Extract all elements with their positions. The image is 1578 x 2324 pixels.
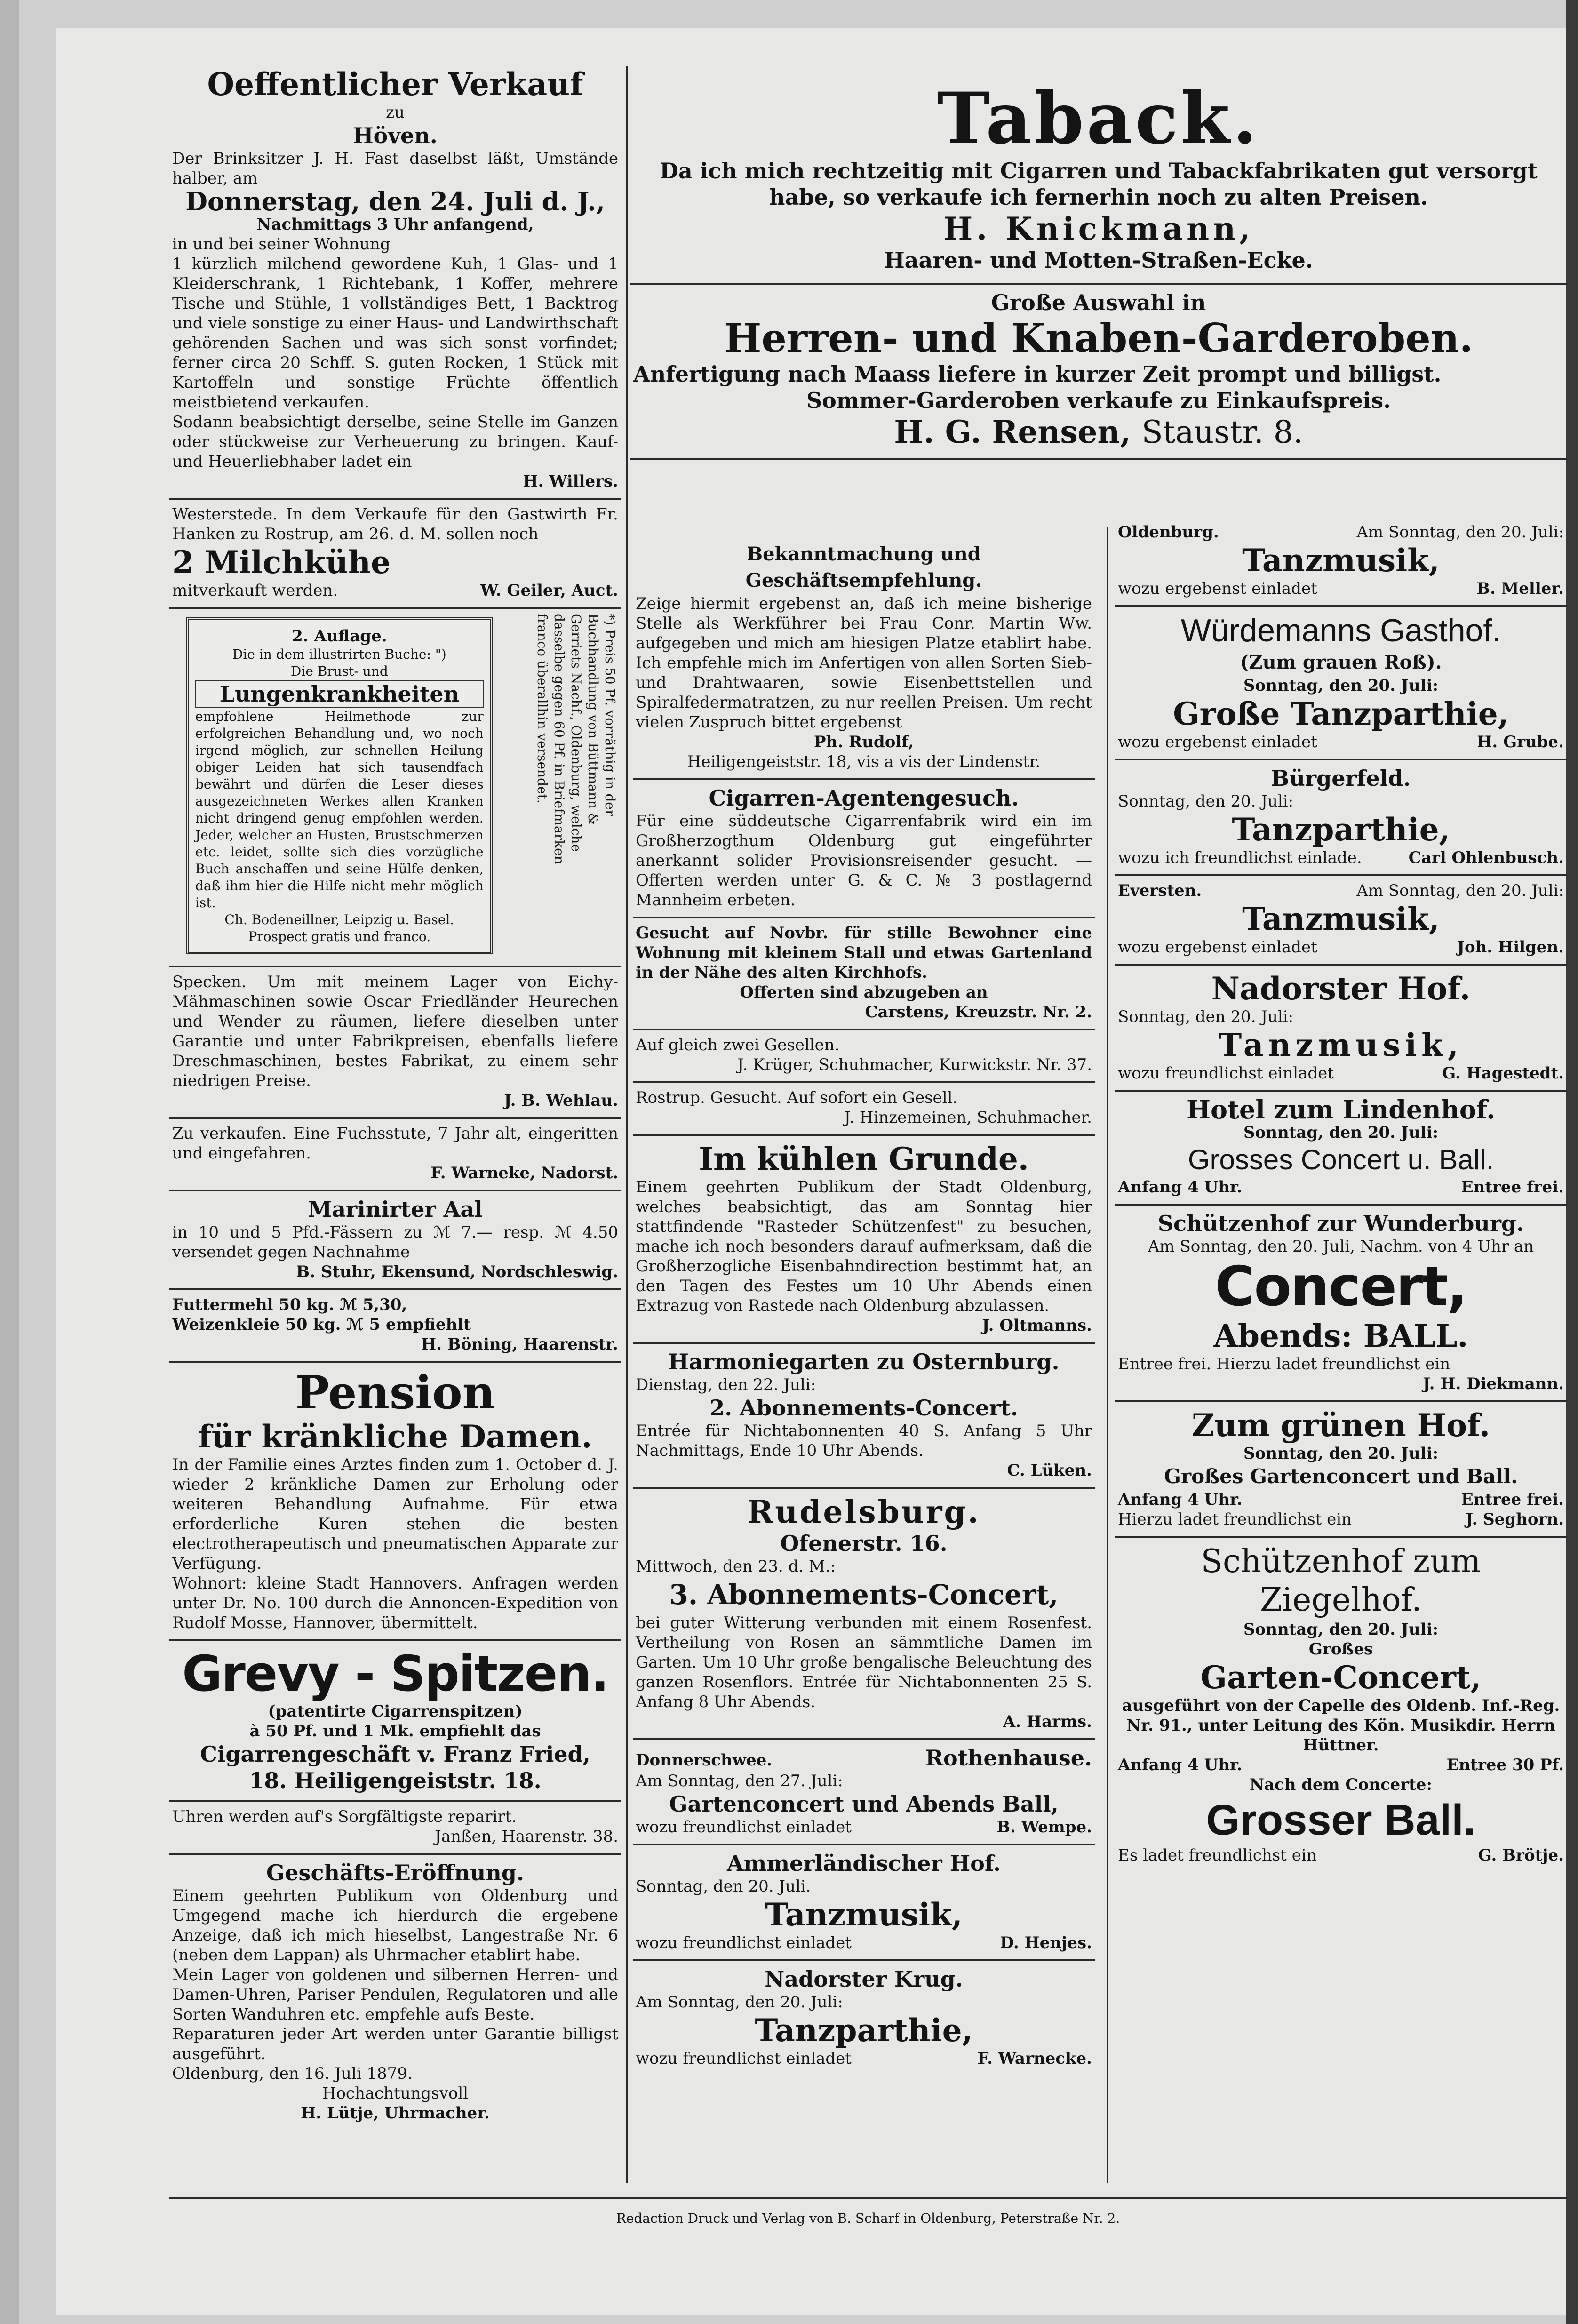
ad-text: Ch. Bodeneillner, Leipzig u. Basel. <box>224 912 454 927</box>
column-top-right <box>630 75 1567 460</box>
ad-signature: A. Harms. <box>1003 1712 1092 1731</box>
ad-uhren <box>169 1802 621 1855</box>
ad-headline: Bekanntmachung und Geschäftsempfehlung. <box>745 543 982 591</box>
ad-agentengesuch <box>633 780 1095 918</box>
ad-signature: H. Lütje, Uhrmacher. <box>301 2104 490 2123</box>
ad-date: Oldenburg, den 16. Juli 1879. <box>172 2064 413 2083</box>
ad-text: Hierzu ladet freundlichst ein <box>1118 1510 1352 1529</box>
ad-specken <box>169 967 621 1119</box>
ad-headline: Rudelsburg. <box>747 1493 980 1530</box>
ad-subheadline: Garten-Concert, <box>1200 1659 1482 1696</box>
ad-text: 18. Heiligengeiststr. 18. <box>249 1768 542 1793</box>
ad-text: Wohnort: kleine Stadt Hannovers. Anfragen werden unter Dr. No. 100 durch die Annoncen-Expedition von Rudolf Mosse, Hannover, übermittelt. <box>172 1574 618 1632</box>
ad-place: Höven. <box>353 123 438 148</box>
ad-date: Donnerstag, den 24. Juli d. J., <box>185 186 605 216</box>
ad-text: wozu freundlichst einladet <box>636 1818 852 1837</box>
ad-wohnung <box>633 918 1095 1030</box>
ad-date: Sonntag, den 20. Juli: <box>1118 792 1294 811</box>
ad-book <box>169 609 621 967</box>
ad-signature: H. Böning, Haarenstr. <box>421 1335 618 1354</box>
ad-wunderburg <box>1115 1206 1567 1402</box>
ad-address: Staustr. 8. <box>1141 414 1303 450</box>
ad-headline: Schützenhof zur Wunderburg. <box>1157 1211 1524 1236</box>
ad-meller <box>1115 518 1567 607</box>
ad-signature: J. Oltmanns. <box>982 1316 1092 1335</box>
ad-signature: Carl Ohlenbusch. <box>1408 848 1564 867</box>
ad-subheadline: Tanzparthie, <box>1232 811 1450 848</box>
ad-signature: Janßen, Haarenstr. 38. <box>435 1827 618 1846</box>
ad-text: Entree frei. <box>1461 1178 1564 1197</box>
ad-headline: Im kühlen Grunde. <box>699 1141 1029 1177</box>
ad-headline: Geschäfts-Eröffnung. <box>266 1860 524 1885</box>
ad-signature: Joh. Hilgen. <box>1457 938 1564 957</box>
ad-subheadline: Concert, <box>1215 1255 1467 1318</box>
ad-signature: F. Warneke, Nadorst. <box>430 1164 618 1182</box>
ad-harmoniegarten <box>633 1344 1095 1489</box>
ad-text: Cigarrengeschäft v. Franz Fried, <box>200 1741 590 1767</box>
ad-text: (patentirte Cigarrenspitzen) <box>268 1702 523 1721</box>
ad-date: Am Sonntag, den 20. Juli, Nachm. von 4 Uhr an <box>1148 1237 1534 1256</box>
ad-headline: Taback. <box>937 77 1260 160</box>
ad-subheadline: 3. Abonnements-Concert, <box>669 1579 1059 1611</box>
ad-aal <box>169 1191 621 1290</box>
ad-text: Uhren werden auf's Sorgfältigste reparirt. <box>172 1807 517 1826</box>
ad-text: Auf gleich zwei Gesellen. <box>636 1036 840 1054</box>
book-side-note: *) Preis 50 Pf. vorräthig in der Buchhandlung von Büttmann & Gerriets Nachf., Oldenburg, welche dasselbe gegen 60 Pf. in Briefmarken franco überallhin versendet. <box>534 614 618 864</box>
ad-signature: F. Warnecke. <box>977 2049 1092 2068</box>
ad-text: Zeige hiermit ergebenst an, daß ich meine bisherige Stelle als Werkführer bei Frau Conr. Martin Ww. aufgegeben und mich am hiesigen Platze etablirt habe. Ich empfehle mich im Anfertigen von allen Sorten Sieb- und Drahtwaaren, sowie Eisenbettstellen und Spiralfedermatratzen, zu nur reellen Preisen. Um recht vielen Zuspruch bittet ergebenst <box>636 594 1092 732</box>
ad-headline: Lungenkrankheiten <box>195 680 484 708</box>
ad-headline: Tanzmusik, <box>1242 542 1440 579</box>
ad-address: Heiligengeiststr. 18, vis a vis der Lindenstr. <box>687 752 1041 771</box>
column-rule <box>626 66 628 2183</box>
ad-signature: B. Meller. <box>1476 579 1564 598</box>
ad-text: Einem geehrten Publikum von Oldenburg und Umgegend mache ich hierdurch die ergebene Anzeige, daß ich mich hieselbst, Langestraße Nr. 6 (neben dem Lappan) als Uhrmacher etablirt habe. <box>172 1886 618 1965</box>
ad-date: Sonntag, den 20. Juli: <box>1243 1620 1438 1639</box>
ad-subheadline: Abends: BALL. <box>1213 1318 1468 1354</box>
ad-text: Der Brinksitzer J. H. Fast daselbst läßt, Umstände halber, am <box>172 149 618 188</box>
ad-pension <box>169 1363 621 1641</box>
ad-text: wozu ergebenst einladet <box>1118 733 1317 751</box>
ad-headline: Herren- und Knaben-Garderoben. <box>724 315 1474 361</box>
ad-headline: Hotel zum Lindenhof. <box>1186 1094 1495 1125</box>
ad-title: Oeffentlicher Verkauf <box>207 66 583 103</box>
ad-headline: Rothenhause. <box>925 1745 1092 1771</box>
page-edge-left <box>0 0 19 2324</box>
ad-headline: Ammerländischer Hof. <box>726 1851 1001 1876</box>
ad-signature: D. Henjes. <box>1000 1933 1092 1952</box>
ad-buergerfeld <box>1115 760 1567 876</box>
ad-text: wozu ergebenst einladet <box>1118 579 1317 598</box>
ad-text: Für eine süddeutsche Cigarrenfabrik wird ein im Großherzogthum Oldenburg gut eingeführter anerkannt solider Provisionsreisender gesucht. — Offerten werden unter G. & C. № 3 postlagernd Mannheim erbeten. <box>636 812 1092 910</box>
ad-date: Sonntag, den 20. Juli: <box>1118 1007 1294 1026</box>
ad-headline: Grevy - Spitzen. <box>182 1645 608 1702</box>
ad-text: à 50 Pf. und 1 Mk. empfiehlt das <box>249 1722 541 1741</box>
ad-text: Entree frei. <box>1461 1490 1564 1509</box>
ad-address: Ofenerstr. 16. <box>780 1531 948 1556</box>
ad-subheadline: Großes Gartenconcert und Ball. <box>1164 1465 1518 1488</box>
book-advert-box <box>186 617 493 954</box>
ad-headline: Cigarren-Agentengesuch. <box>709 785 1019 811</box>
ad-text: Offerten sind abzugeben an <box>740 983 988 1002</box>
ad-text: Mein Lager von goldenen und silbernen Herren- und Damen-Uhren, Pariser Pendulen, Regulatoren und alle Sorten Wanduhren etc. empfehle aufs Beste. <box>172 1965 618 2024</box>
ad-subheadline: (Zum grauen Roß). <box>1240 651 1442 673</box>
ad-date: Mittwoch, den 23. d. M.: <box>636 1557 836 1576</box>
ad-text: Rostrup. Gesucht. Auf sofort ein Gesell. <box>636 1088 958 1107</box>
ad-text: Prospect gratis und franco. <box>248 929 431 944</box>
ad-subheadline: Große Tanzparthie, <box>1173 695 1509 732</box>
ad-subheadline: Tanzparthie, <box>755 2012 973 2049</box>
ad-text: wozu ergebenst einladet <box>1118 938 1317 957</box>
ad-signature: J. Seghorn. <box>1466 1510 1564 1529</box>
ad-text: Da ich mich rechtzeitig mit Cigarren und Tabackfabrikaten gut versorgt habe, so verkaufe ich fernerhin noch zu alten Preisen. <box>660 158 1538 210</box>
ad-text: Sodann beabsichtigt derselbe, seine Stelle im Ganzen oder stückweise zur Verheuerung zu bringen. Kauf- und Heuerliebhaber ladet ein <box>172 413 618 471</box>
ad-fuchsstute <box>169 1119 621 1191</box>
ad-text: Entree 30 Pf. <box>1446 1756 1564 1774</box>
ad-ammerlaendischer-hof <box>633 1845 1095 1961</box>
ad-signature: C. Lüken. <box>1007 1461 1092 1480</box>
ad-text: in und bei seiner Wohnung <box>172 235 391 254</box>
ad-rudelsburg <box>633 1489 1095 1740</box>
ad-date: Sonntag, den 20. Juli. <box>636 1877 811 1896</box>
ad-text: Nach dem Concerte: <box>1249 1775 1433 1794</box>
ad-rensen <box>630 285 1567 460</box>
ad-date: Am Sonntag, den 27. Juli: <box>636 1772 843 1790</box>
ad-signature: G. Hagestedt. <box>1442 1064 1564 1083</box>
ad-rostrup <box>633 1083 1095 1136</box>
ad-text: Es ladet freundlichst ein <box>1118 1846 1317 1865</box>
ad-date: Dienstag, den 22. Juli: <box>636 1375 816 1394</box>
ad-ziegelhof <box>1115 1538 1567 1872</box>
ad-eversten <box>1115 876 1567 966</box>
ad-address: Haaren- und Motten-Straßen-Ecke. <box>884 248 1313 273</box>
ad-text: Die Brust- und <box>290 663 388 679</box>
ad-nadorster-krug <box>633 1961 1095 2075</box>
ad-text: Westerstede. In dem Verkaufe für den Gastwirth Fr. Hanken zu Rostrup, am 26. d. M. sollen noch <box>172 505 618 543</box>
ad-edition: 2. Auflage. <box>292 627 387 646</box>
ad-text: in 10 und 5 Pfd.-Fässern zu ℳ 7.— resp. ℳ 4.50 versendet gegen Nachnahme <box>172 1223 618 1262</box>
column-middle <box>633 536 1095 2075</box>
ad-text: zu <box>386 103 405 122</box>
ad-date: Sonntag, den 20. Juli: <box>1243 676 1438 695</box>
ad-signature: Carstens, Kreuzstr. Nr. 2. <box>865 1003 1092 1022</box>
ad-subheadline: Grosser Ball. <box>1206 1796 1476 1844</box>
ad-gruener-hof <box>1115 1402 1567 1538</box>
ad-text: Reparaturen jeder Art werden unter Garantie billigst ausgeführt. <box>172 2025 618 2063</box>
ad-text: 1 kürzlich milchend gewordene Kuh, 1 Glas- und 1 Kleiderschrank, 1 Richtebank, 1 Koffer, mehrere Tische und Stühle, 1 vollständiges Bett, 1 Backtrog und viele sonstige zu einer Haus- und Landwirthschaft gehörenden Sachen und was sich sonst vorfindet; ferner circa 20 Schff. S. guten Rocken, 1 Stück mit Kartoffeln und sonstige Früchte öffentlich meistbietend verkaufen. <box>172 255 618 412</box>
ad-place: Donnerschwee. <box>636 1751 773 1770</box>
ad-text: Anfertigung nach Maass liefere in kurzer Zeit prompt und billigst. <box>633 361 1442 387</box>
ad-signature: J. B. Wehlau. <box>504 1091 618 1110</box>
ad-subheadline: Tanzmusik, <box>765 1896 963 1933</box>
ad-text: Entrée für Nichtabonnenten 40 S. Anfang 5 Uhr Nachmittags, Ende 10 Uhr Abends. <box>636 1422 1092 1460</box>
ad-signature: H. Knickmann, <box>943 210 1254 247</box>
ad-wuerdemanns-gasthof <box>1115 607 1567 760</box>
ad-subheadline: Gartenconcert und Abends Ball, <box>669 1791 1059 1817</box>
ad-date: Am Sonntag, den 20. Juli: <box>636 1993 843 2012</box>
ad-headline: Bürgerfeld. <box>1271 766 1411 791</box>
column-rule <box>1107 527 1108 2183</box>
ad-place: Eversten. <box>1118 881 1202 900</box>
ad-text: Die in dem illustrirten Buche: ") <box>232 647 446 662</box>
ad-date: Am Sonntag, den 20. Juli: <box>1356 523 1564 542</box>
ad-text: Weizenkleie 50 kg. ℳ 5 empfiehlt <box>172 1315 471 1334</box>
ad-text: empfohlene Heilmethode zur erfolgreichen Behandlung und, wo noch irgend möglich, zur schnellen Heilung obiger Leiden hat sich tausendfach bewährt und dürfen die Leser dieses ausgezeichneten Werkes allen Kranken nicht dringend genug empfohlen werden. Jeder, welcher an Husten, Brustschmerzen etc. leidet, sollte sich dies vorzügliche Buch anschaffen und seine Hülfe denken, daß ihm hier die Hilfe nicht mehr möglich ist. <box>195 709 484 910</box>
ad-text: wozu freundlichst einladet <box>1118 1064 1334 1083</box>
ad-headline: Marinirter Aal <box>308 1197 483 1222</box>
ad-text: Entree frei. Hierzu ladet freundlichst ein <box>1118 1355 1450 1374</box>
ad-signature: H. Willers. <box>523 472 618 491</box>
ad-text: In der Familie eines Arztes finden zum 1. October d. J. wieder 2 kränkliche Damen zur Erholung oder weiteren Behandlung Aufnahme. Für etwa erforderliche Kuren stehen die besten electrotherapeutisch und pneumatischen Apparate zur Verfügung. <box>172 1455 618 1573</box>
ad-text: Großes <box>1308 1640 1373 1659</box>
ad-geschaeftseroeffnung <box>169 1855 621 2130</box>
ad-text: wozu ich freundlichst einlade. <box>1118 848 1362 867</box>
ad-hoeven <box>169 61 621 500</box>
ad-headline: Harmoniegarten zu Osternburg. <box>668 1349 1060 1374</box>
ad-text: Zu verkaufen. Eine Fuchsstute, 7 Jahr alt, eingeritten und eingefahren. <box>172 1124 618 1163</box>
ad-text: Anfang 4 Uhr. <box>1118 1178 1243 1197</box>
ad-text: Anfang 4 Uhr. <box>1118 1756 1243 1774</box>
ad-text: bei guter Witterung verbunden mit einem Rosenfest. Vertheilung von Rosen an sämmtliche Damen im Garten. Um 10 Uhr große bengalische Beleuchtung des ganzen Rosenflors. Entrée für Nichtabonnenten 25 S. Anfang 8 Uhr Abends. <box>636 1613 1092 1711</box>
ad-text: mitverkauft werden. <box>172 581 338 600</box>
page-edge-right <box>1566 0 1578 2324</box>
ad-gesellen <box>633 1030 1095 1083</box>
ad-signature: Ph. Rudolf, <box>813 733 914 751</box>
ad-subheadline: 2. Abonnements-Concert. <box>709 1395 1018 1421</box>
ad-nadorster-hof <box>1115 966 1567 1092</box>
column-right <box>1115 518 1567 1872</box>
ad-subheadline: Grosses Concert u. Ball. <box>1187 1144 1494 1175</box>
ad-westerstede <box>169 500 621 609</box>
ad-date: Am Sonntag, den 20. Juli: <box>1356 881 1564 900</box>
ad-text: Specken. Um mit meinem Lager von Eichy-Mähmaschinen sowie Oscar Friedländer Heurechen und Wender zu räumen, liefere dieselben unter Garantie und unter Fabrikpreisen, ebenfalls liefere Dreschmaschinen, bestes Fabrikat, zu einem sehr niedrigen Preise. <box>172 973 618 1090</box>
ad-date: Sonntag, den 20. Juli: <box>1243 1123 1438 1142</box>
ad-lindenhof <box>1115 1092 1567 1206</box>
ad-text: Große Auswahl in <box>991 290 1206 315</box>
ad-text: Anfang 4 Uhr. <box>1118 1490 1243 1509</box>
ad-rudolf <box>633 536 1095 780</box>
ad-grevy <box>169 1641 621 1802</box>
ad-text: Hochachtungsvoll <box>322 2084 469 2103</box>
ad-signature: B. Stuhr, Ekensund, Nordschleswig. <box>296 1262 618 1281</box>
ad-futtermehl <box>169 1290 621 1363</box>
ad-signature: G. Brötje. <box>1478 1846 1564 1865</box>
ad-signature: J. H. Diekmann. <box>1423 1374 1564 1393</box>
ad-kuehler-grunde <box>633 1136 1095 1344</box>
ad-taback <box>630 75 1567 285</box>
ad-signature: H. G. Rensen, <box>894 414 1131 450</box>
ad-signature: B. Wempe. <box>996 1818 1092 1837</box>
ad-signature: J. Krüger, Schuhmacher, Kurwickstr. Nr. 37. <box>737 1055 1092 1074</box>
ad-text: wozu freundlichst einladet <box>636 1933 852 1952</box>
ad-signature: W. Geiler, Auct. <box>480 581 618 600</box>
ad-signature: J. Hinzemeinen, Schuhmacher. <box>844 1108 1092 1127</box>
ad-headline: Würdemanns Gasthof. <box>1180 613 1501 648</box>
ad-text: ausgeführt von der Capelle des Oldenb. Inf.-Reg. Nr. 91., unter Leitung des Kön. Musikdir. Herrn Hüttner. <box>1122 1696 1560 1755</box>
ad-text: Gesucht auf Novbr. für stille Bewohner eine Wohnung mit kleinem Stall und etwas Gartenland in der Nähe des alten Kirchhofs. <box>636 924 1092 982</box>
ad-text: Sommer-Garderoben verkaufe zu Einkaufspreis. <box>806 388 1391 413</box>
ad-rothenhause <box>633 1740 1095 1845</box>
imprint-footer: Redaction Druck und Verlag von B. Scharf in Oldenburg, Peterstraße Nr. 2. <box>169 2197 1567 2226</box>
ad-headline: Pension <box>295 1366 495 1419</box>
ad-headline: Nadorster Hof. <box>1211 970 1471 1007</box>
ad-text: Einem geehrten Publikum der Stadt Oldenburg, welches beabsichtigt, das am Sonntag hier stattfindende "Rasteder Schützenfest" zu besuchen, mache ich noch besonders darauf aufmerksam, daß die Großherzogliche Eisenbahndirection bestimmt hat, an den Tagen des Festes um 10 Uhr Abends einen Extrazug von Rastede nach Oldenburg abzulassen. <box>636 1178 1092 1315</box>
ad-subheadline: Tanzmusik, <box>1219 1027 1463 1063</box>
ad-subheadline: für kränkliche Damen. <box>198 1418 592 1455</box>
ad-headline: Zum grünen Hof. <box>1191 1407 1490 1444</box>
ad-text: Futtermehl 50 kg. ℳ 5,30, <box>172 1295 407 1314</box>
ad-text: wozu freundlichst einladet <box>636 2049 852 2068</box>
ad-headline: Nadorster Krug. <box>765 1966 963 1992</box>
ad-date: Sonntag, den 20. Juli: <box>1243 1444 1438 1463</box>
ad-headline: Schützenhof zum Ziegelhof. <box>1201 1543 1481 1619</box>
ad-place: Oldenburg. <box>1118 523 1219 542</box>
ad-headline: 2 Milchkühe <box>172 544 391 581</box>
ad-headline: Tanzmusik, <box>1242 901 1440 937</box>
ad-signature: H. Grube. <box>1477 733 1564 751</box>
ad-text: Nachmittags 3 Uhr anfangend, <box>256 215 534 234</box>
column-left <box>169 61 621 2130</box>
